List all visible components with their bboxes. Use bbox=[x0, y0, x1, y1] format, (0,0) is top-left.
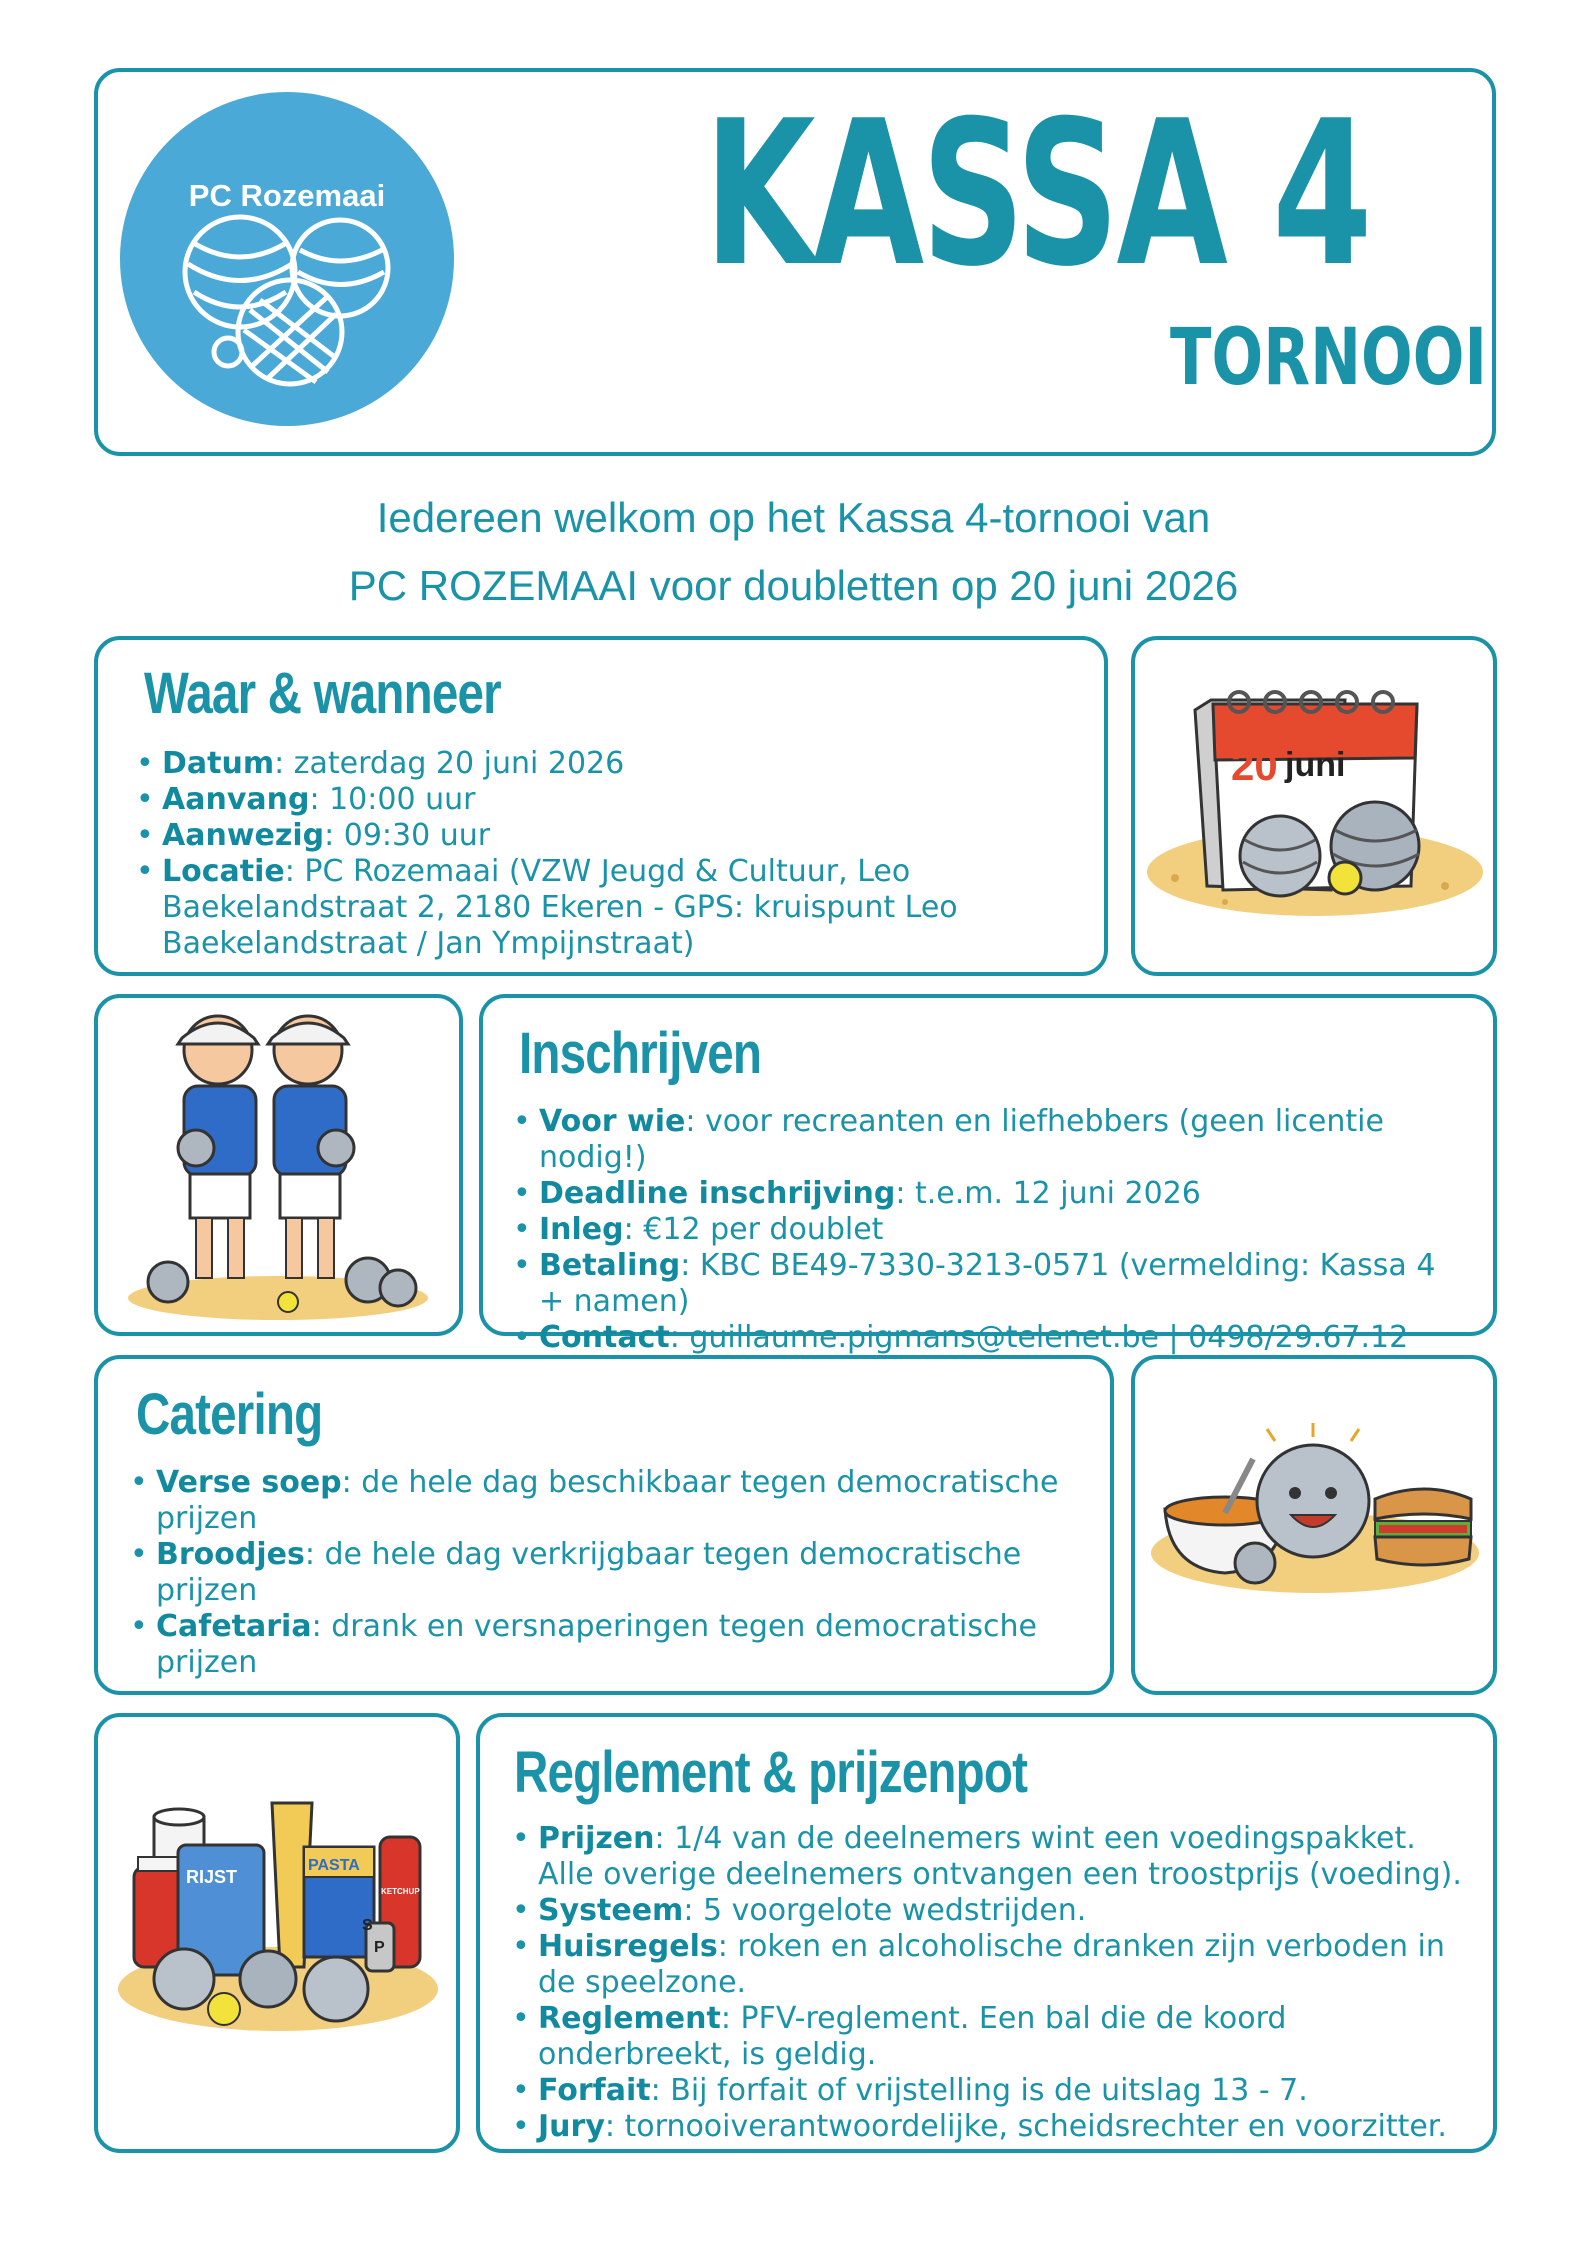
list-item: • Aanwezig: 09:30 uur bbox=[130, 818, 1030, 854]
reglement-box bbox=[476, 1713, 1497, 2153]
header-box bbox=[94, 68, 1496, 456]
reglement-list bbox=[506, 1821, 1476, 2145]
pepper-label: P bbox=[374, 1939, 385, 1956]
calendar-box bbox=[1131, 636, 1497, 976]
main-title: KASSA 4 bbox=[704, 78, 1370, 311]
calendar-day: 20 bbox=[1231, 742, 1278, 789]
list-item: • Reglement: PFV-reglement. Een bal die de koord onderbreekt, is geldig. bbox=[506, 2001, 1476, 2073]
list-item: • Contact: guillaume.pigmans@telenet.be | 0498/29.67.12 bbox=[507, 1320, 1467, 1356]
list-item: • Inleg: €12 per doublet bbox=[507, 1212, 1467, 1248]
inschrijven-list bbox=[507, 1104, 1467, 1356]
list-item: • Deadline inschrijving: t.e.m. 12 juni 2026 bbox=[507, 1176, 1467, 1212]
ketchup-label: KETCHUP bbox=[381, 1887, 420, 1896]
salt-label: S bbox=[362, 1917, 373, 1934]
players-illustration bbox=[98, 998, 459, 1332]
catering-box bbox=[94, 1355, 1114, 1695]
food-illustration bbox=[1135, 1359, 1493, 1691]
main-subtitle: TORNOOI bbox=[1170, 313, 1488, 403]
logo-text: PC Rozemaai bbox=[188, 178, 386, 213]
waar-list bbox=[130, 746, 1030, 962]
welcome-line-1: Iedereen welkom op het Kassa 4-tornooi van bbox=[376, 494, 1211, 541]
petanque-balls-icon bbox=[120, 92, 454, 426]
list-item: • Prijzen: 1/4 van de deelnemers wint een voedingspakket. Alle overige deelnemers ontvangen een troostprijs (voeding). bbox=[506, 1821, 1476, 1893]
list-item: • Locatie: PC Rozemaai (VZW Jeugd & Cultuur, Leo Baekelandstraat 2, 2180 Ekeren - GPS: kruispunt Leo Baekelandstraat / Jan Ympijnstraat) bbox=[130, 854, 1030, 962]
calendar-icon bbox=[1135, 640, 1493, 972]
calendar-month: juni bbox=[1285, 746, 1346, 784]
club-logo bbox=[120, 92, 454, 426]
list-item: • Forfait: Bij forfait of vrijstelling is de uitslag 13 - 7. bbox=[506, 2073, 1476, 2109]
groceries-illustration bbox=[98, 1717, 456, 2149]
welcome-line-2: PC ROZEMAAI voor doubletten op 20 juni 2026 bbox=[348, 562, 1239, 609]
inschrijven-heading: Inschrijven bbox=[519, 1021, 762, 1086]
groceries-box bbox=[94, 1713, 460, 2153]
players-box bbox=[94, 994, 463, 1336]
list-item: • Jury: tornooiverantwoordelijke, scheidsrechter en voorzitter. bbox=[506, 2109, 1476, 2145]
rijst-label: RIJST bbox=[186, 1867, 238, 1887]
list-item: • Datum: zaterdag 20 juni 2026 bbox=[130, 746, 1030, 782]
list-item: • Huisregels: roken en alcoholische dranken zijn verboden in de speelzone. bbox=[506, 1929, 1476, 2001]
pasta-label: PASTA bbox=[308, 1857, 360, 1874]
list-item: • Cafetaria: drank en versnaperingen tegen democratische prijzen bbox=[124, 1609, 1064, 1681]
reglement-heading: Reglement & prijzenpot bbox=[514, 1740, 1028, 1805]
list-item: • Systeem: 5 voorgelote wedstrijden. bbox=[506, 1893, 1476, 1929]
catering-list bbox=[124, 1465, 1064, 1681]
list-item: • Voor wie: voor recreanten en liefhebbers (geen licentie nodig!) bbox=[507, 1104, 1467, 1176]
catering-heading: Catering bbox=[136, 1382, 323, 1447]
list-item: • Aanvang: 10:00 uur bbox=[130, 782, 1030, 818]
list-item: • Broodjes: de hele dag verkrijgbaar tegen democratische prijzen bbox=[124, 1537, 1064, 1609]
list-item: • Verse soep: de hele dag beschikbaar tegen democratische prijzen bbox=[124, 1465, 1064, 1537]
list-item: • Betaling: KBC BE49-7330-3213-0571 (vermelding: Kassa 4 + namen) bbox=[507, 1248, 1467, 1320]
welcome-text bbox=[0, 484, 1587, 620]
waar-box bbox=[94, 636, 1108, 976]
waar-heading: Waar & wanneer bbox=[144, 661, 501, 726]
food-box bbox=[1131, 1355, 1497, 1695]
inschrijven-box bbox=[479, 994, 1497, 1355]
